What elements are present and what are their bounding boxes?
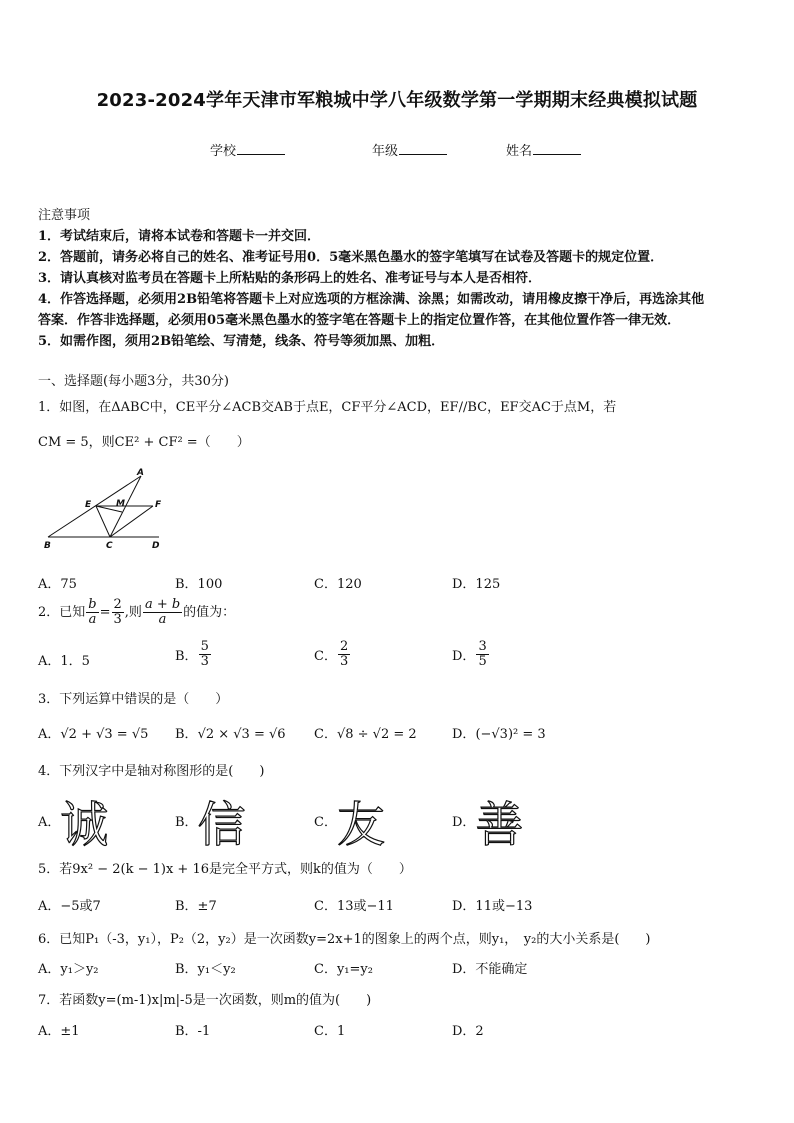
q6-stem: 6．已知P₁（-3，y₁），P₂（2，y₂）是一次函数y=2x+1的图象上的两个点，则y₁， y₂的大小关系是( ) bbox=[38, 932, 651, 947]
q1-stem-line1: 1．如图，在ΔABC中，CE平分∠ACB交AB于点E，CF平分∠ACD，EF//BC，EF交AC于点M，若 bbox=[38, 400, 617, 415]
q4-char-shan: 善 bbox=[475, 797, 524, 853]
q2-option-c[interactable]: C． $\frac{2}{3}$ bbox=[314, 639, 349, 669]
notice-item: 3．请认真核对监考员在答题卡上所粘贴的条形码上的姓名、准考证号与本人是否相符． bbox=[38, 271, 542, 286]
fig-label-a: A bbox=[137, 468, 144, 478]
q4-option-a[interactable]: A．诚 bbox=[38, 797, 109, 853]
q1-option-d[interactable]: D．125 bbox=[452, 577, 501, 592]
fig-label-f: F bbox=[155, 500, 162, 510]
notice-item: 5．如需作图，须用2B铅笔绘、写清楚，线条、符号等须加黑、加粗． bbox=[38, 334, 445, 349]
q6-option-b[interactable]: B．y₁＜y₂ bbox=[175, 962, 236, 977]
page-title: 2023-2024学年天津市军粮城中学八年级数学第一学期期末经典模拟试题 bbox=[96, 90, 698, 111]
notice-item: 4．作答选择题，必须用2B铅笔将答题卡上对应选项的方框涂满、涂黑；如需改动，请用橡皮擦干净后，再选涂其他 bbox=[38, 292, 705, 307]
notice-heading: 注意事项 bbox=[38, 208, 91, 223]
q4-stem: 4．下列汉字中是轴对称图形的是( ) bbox=[38, 764, 265, 779]
fig-label-m: M bbox=[116, 499, 125, 509]
school-blank bbox=[237, 142, 285, 155]
q4-option-b[interactable]: B．信 bbox=[175, 797, 246, 853]
q2-option-a[interactable]: A．1．5 bbox=[38, 654, 90, 669]
q1-figure bbox=[40, 466, 170, 552]
q3-option-b[interactable]: B．√2 × √3 = √6 bbox=[175, 727, 286, 742]
school-field[interactable] bbox=[210, 140, 285, 159]
q3-option-d[interactable]: D．(−√3)² = 3 bbox=[452, 727, 546, 742]
name-label: 姓名 bbox=[506, 144, 533, 159]
q6-option-c[interactable]: C．y₁=y₂ bbox=[314, 962, 373, 977]
notice-item: 答案．作答非选择题，必须用05毫米黑色墨水的签字笔在答题卡上的指定位置作答，在其他位置作答一律无效． bbox=[38, 313, 681, 328]
q4-char-xin: 信 bbox=[197, 797, 246, 853]
q2-stem: 2．已知 $\frac{b}{a}$ = $\frac{2}{3}$ ,则 $\frac{a + b}{a}$ 的值为： bbox=[38, 597, 236, 627]
q3-stem: 3．下列运算中错误的是（ ） bbox=[38, 692, 229, 707]
q7-option-c[interactable]: C．1 bbox=[314, 1024, 346, 1039]
fig-label-c: C bbox=[106, 541, 113, 551]
q1-stem-line2: CM = 5，则CE² + CF² =（ ） bbox=[38, 435, 250, 450]
grade-blank bbox=[399, 142, 447, 155]
q2-option-b[interactable]: B． $\frac{5}{3}$ bbox=[175, 639, 209, 669]
q4-option-d[interactable]: D．善 bbox=[452, 797, 524, 853]
school-label: 学校 bbox=[210, 144, 237, 159]
q2-fraction-b-over-a: $\frac{b}{a}$ bbox=[88, 597, 97, 627]
q1-option-a[interactable]: A．75 bbox=[38, 577, 77, 592]
notice-item: 2．答题前，请务必将自己的姓名、准考证号用0．5毫米黑色墨水的签字笔填写在试卷及答题卡的规定位置． bbox=[38, 250, 664, 265]
fig-label-e: E bbox=[85, 500, 92, 510]
q6-option-d[interactable]: D．不能确定 bbox=[452, 962, 528, 977]
q7-option-b[interactable]: B．-1 bbox=[175, 1024, 211, 1039]
section-heading: 一、选择题(每小题3分，共30分) bbox=[38, 374, 229, 389]
q3-option-a[interactable]: A．√2 + √3 = √5 bbox=[38, 727, 149, 742]
q2-fraction-apb-over-a: $\frac{a + b}{a}$ bbox=[144, 597, 181, 627]
q6-option-a[interactable]: A．y₁＞y₂ bbox=[38, 962, 99, 977]
name-blank bbox=[533, 142, 581, 155]
q7-option-a[interactable]: A．±1 bbox=[38, 1024, 80, 1039]
q7-option-d[interactable]: D．2 bbox=[452, 1024, 484, 1039]
q5-option-c[interactable]: C．13或−11 bbox=[314, 899, 394, 914]
q4-char-you: 友 bbox=[336, 797, 385, 853]
q5-option-b[interactable]: B．±7 bbox=[175, 899, 217, 914]
q4-option-c[interactable]: C．友 bbox=[314, 797, 385, 853]
q4-char-cheng: 诚 bbox=[60, 797, 109, 853]
notice-item: 1．考试结束后，请将本试卷和答题卡一并交回． bbox=[38, 229, 321, 244]
q5-option-a[interactable]: A．−5或7 bbox=[38, 899, 101, 914]
q1-option-c[interactable]: C．120 bbox=[314, 577, 362, 592]
q7-stem: 7．若函数y=(m-1)x|m|-5是一次函数，则m的值为( ) bbox=[38, 993, 372, 1008]
q3-option-c[interactable]: C．√8 ÷ √2 = 2 bbox=[314, 727, 417, 742]
fig-label-d: D bbox=[152, 541, 160, 551]
q2-option-d[interactable]: D． $\frac{3}{5}$ bbox=[452, 639, 487, 669]
fig-label-b: B bbox=[44, 541, 51, 551]
name-field[interactable] bbox=[506, 140, 581, 159]
grade-label: 年级 bbox=[372, 144, 399, 159]
q5-option-d[interactable]: D．11或−13 bbox=[452, 899, 533, 914]
q1-option-b[interactable]: B．100 bbox=[175, 577, 223, 592]
q2-fraction-2-over-3: $\frac{2}{3}$ bbox=[113, 597, 122, 627]
grade-field[interactable] bbox=[372, 140, 447, 159]
q5-stem: 5．若9x² − 2(k − 1)x + 16是完全平方式，则k的值为（ ） bbox=[38, 862, 412, 877]
